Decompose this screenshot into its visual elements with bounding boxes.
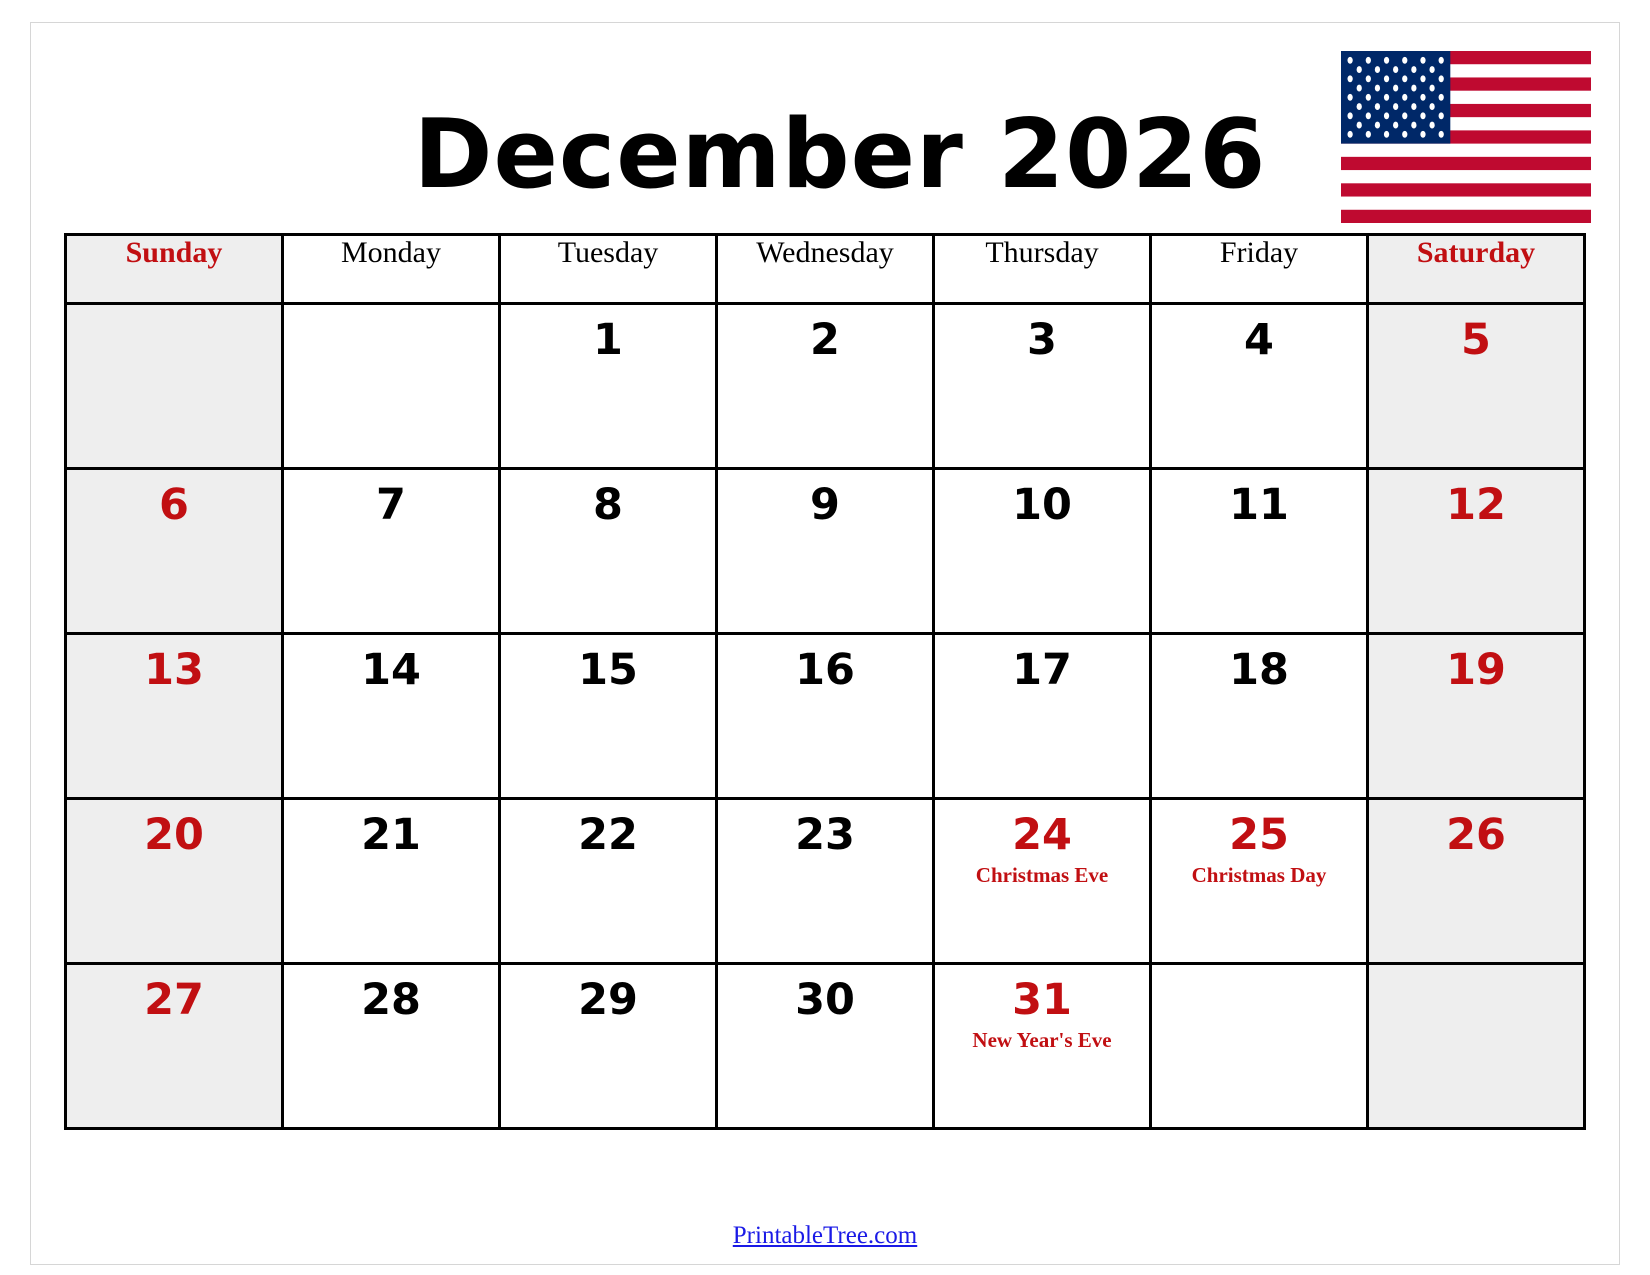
- calendar-header: [31, 23, 1619, 233]
- day-number: 30: [795, 975, 855, 1025]
- day-cell[interactable]: [717, 964, 934, 1129]
- calendar-body: [66, 304, 1585, 1129]
- day-cell[interactable]: [500, 799, 717, 964]
- day-number: 15: [578, 645, 638, 695]
- weekday-monday: Monday: [283, 235, 500, 304]
- day-cell[interactable]: [283, 634, 500, 799]
- day-cell[interactable]: [500, 964, 717, 1129]
- weekday-tuesday: Tuesday: [500, 235, 717, 304]
- day-cell-christmas-day[interactable]: [1151, 799, 1368, 964]
- day-number: 27: [144, 975, 204, 1025]
- day-number: [1369, 965, 1583, 974]
- day-number: 20: [144, 810, 204, 860]
- weekday-friday: Friday: [1151, 235, 1368, 304]
- day-number: 24: [1012, 810, 1072, 860]
- day-cell[interactable]: [1368, 634, 1585, 799]
- day-number: 9: [810, 480, 840, 530]
- day-cell[interactable]: [283, 799, 500, 964]
- day-number: 29: [578, 975, 638, 1025]
- page-title: December 2026: [413, 100, 1267, 210]
- week-row: [66, 304, 1585, 469]
- weekday-wednesday: Wednesday: [717, 235, 934, 304]
- day-number: 26: [1446, 810, 1506, 860]
- day-cell[interactable]: [1368, 304, 1585, 469]
- day-cell[interactable]: [934, 634, 1151, 799]
- day-cell[interactable]: [717, 469, 934, 634]
- day-number: 6: [159, 480, 189, 530]
- day-cell[interactable]: [500, 634, 717, 799]
- calendar-grid: [64, 233, 1586, 1130]
- day-number: 1: [593, 315, 623, 365]
- day-number: 8: [593, 480, 623, 530]
- day-cell[interactable]: [283, 964, 500, 1129]
- day-number: 22: [578, 810, 638, 860]
- day-cell-new-years-eve[interactable]: [934, 964, 1151, 1129]
- day-cell[interactable]: [283, 304, 500, 469]
- day-cell[interactable]: [717, 304, 934, 469]
- day-event: Christmas Day: [1191, 863, 1327, 887]
- day-number: 10: [1012, 480, 1072, 530]
- day-number: 11: [1229, 480, 1289, 530]
- calendar-sheet: [30, 22, 1620, 1265]
- day-number: 4: [1244, 315, 1274, 365]
- day-number: [67, 305, 281, 314]
- footer: [31, 1222, 1619, 1250]
- week-row: [66, 469, 1585, 634]
- day-cell-christmas-eve[interactable]: [934, 799, 1151, 964]
- weekday-row: [66, 235, 1585, 304]
- day-cell[interactable]: [1368, 964, 1585, 1129]
- day-cell[interactable]: [1151, 634, 1368, 799]
- day-cell[interactable]: [66, 634, 283, 799]
- day-event: New Year's Eve: [972, 1028, 1112, 1052]
- day-number: 19: [1446, 645, 1506, 695]
- day-cell[interactable]: [934, 469, 1151, 634]
- day-event: Christmas Eve: [975, 863, 1109, 887]
- day-cell[interactable]: [66, 304, 283, 469]
- day-number: 17: [1012, 645, 1072, 695]
- day-cell[interactable]: [934, 304, 1151, 469]
- day-number: 7: [376, 480, 406, 530]
- week-row: [66, 799, 1585, 964]
- day-cell[interactable]: [66, 469, 283, 634]
- day-cell[interactable]: [66, 799, 283, 964]
- day-number: 28: [361, 975, 421, 1025]
- day-number: 2: [810, 315, 840, 365]
- day-cell[interactable]: [1368, 799, 1585, 964]
- source-link[interactable]: PrintableTree.com: [732, 1222, 918, 1249]
- day-number: 25: [1229, 810, 1289, 860]
- day-number: 5: [1461, 315, 1491, 365]
- day-number: 12: [1446, 480, 1506, 530]
- day-number: 18: [1229, 645, 1289, 695]
- weekday-sunday: Sunday: [66, 235, 283, 304]
- day-cell[interactable]: [283, 469, 500, 634]
- day-cell[interactable]: [1151, 304, 1368, 469]
- day-cell[interactable]: [717, 799, 934, 964]
- weekday-thursday: Thursday: [934, 235, 1151, 304]
- day-cell[interactable]: [1151, 964, 1368, 1129]
- day-number: 31: [1012, 975, 1072, 1025]
- weekday-saturday: Saturday: [1368, 235, 1585, 304]
- day-cell[interactable]: [717, 634, 934, 799]
- week-row: [66, 964, 1585, 1129]
- us-flag-icon: [1341, 51, 1591, 223]
- day-cell[interactable]: [500, 469, 717, 634]
- day-number: 13: [144, 645, 204, 695]
- day-cell[interactable]: [66, 964, 283, 1129]
- day-cell[interactable]: [1368, 469, 1585, 634]
- week-row: [66, 634, 1585, 799]
- day-number: 14: [361, 645, 421, 695]
- day-number: 16: [795, 645, 855, 695]
- day-number: 3: [1027, 315, 1057, 365]
- day-cell[interactable]: [500, 304, 717, 469]
- day-cell[interactable]: [1151, 469, 1368, 634]
- day-number: 21: [361, 810, 421, 860]
- day-number: [1152, 965, 1366, 974]
- day-number: 23: [795, 810, 855, 860]
- day-number: [284, 305, 498, 314]
- calendar-weekday-header: [66, 235, 1585, 304]
